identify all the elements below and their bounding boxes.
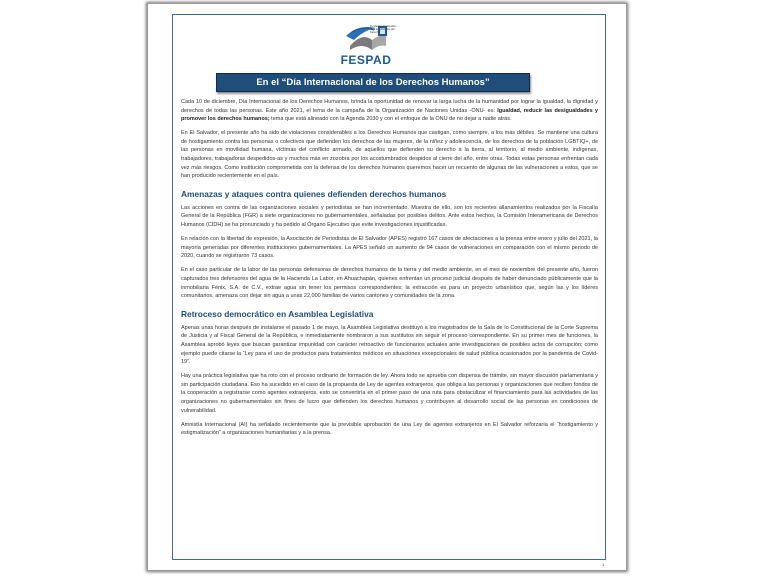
intro-text-b: tema que está alineado con la Agenda 2030 y con el enfoque de la ONU de no dejar a nadie atrás. [269, 116, 512, 123]
paragraph-amnistia: Amnistía Internacional (AI) ha señalado recientemente que la previsible aprobación de una Ley de agentes extranjeros en El Salvador reforzaría el “hostigamiento y estigmatización” a organizaciones humanitarias y a la prensa. [181, 421, 598, 437]
document-body [181, 98, 598, 443]
paragraph-acciones: Las acciones en contra de las organizaciones sociales y periodistas se han incrementado. Muestra de ello, son los recientes allanamientos realizados por la Fiscalía General de la República (FGR) a siete organizaciones no gubernamentales, señaladas por posibles delitos. Ante estos hechos, la Comisión Interamericana de Derechos Humanos (CIDH) se ha pronunciado y ha pedido al Órgano Ejecutivo que evite investigaciones injustificadas. [181, 204, 598, 229]
paragraph-el-salvador: En El Salvador, el presente año ha sido de violaciones considerables a los Derechos Humanos que castigan, como siempre, a los más débiles. Se mantiene una cultura de hostigamiento contra las personas o colectivos que defienden los derechos de las mujeres, de la niñez y adolescencia, de los derechos de la población LGBTIQ+, de las personas en movilidad humana, víctimas del conflicto armado, de aquellos que defienden su derecho a la tierra, al territorio, al medio ambiente, indígenas, trabajadores, trabajadoras despedidos-as y muchos más en zozobra por los acostumbrados despidos al cierre del año, entre otras. Todas estas personas enfrentan cada vez más riesgos. Como institución comprometida con la defensa de los derechos humanos queremos hacer un recuento de algunas de las vulneraciones a estos, que se han producido recientemente en el país. [181, 130, 598, 180]
fespad-logo [330, 22, 402, 70]
paragraph-defensores-tierra: En el caso particular de la labor de las personas defensoras de derechos humanos de la tierra y del medio ambiente, en el mes de noviembre del presente año, fueron capturados tres defensores del agua de la Hacienda La Labor, en Ahuachapán, quienes enfrentan un proceso judicial después de haber denunciado públicamente que la inmobiliaria Fénix, S.A. de C.V., extrae agua sin tener los permisos correspondientes; la extracción es para un proyecto urbanístico que, según las y los líderes comunitarios, amenaza con dejar sin agua a unas 22,000 familias de varios cantones y comunidades de la zona. [181, 267, 598, 300]
section-heading-amenazas: Amenazas y ataques contra quienes defienden derechos humanos [181, 188, 447, 199]
section-heading-retroceso: Retroceso democrático en Asamblea Legislativa [181, 308, 374, 319]
page-number: 1 [602, 562, 605, 567]
paragraph-practica-legislativa: Hay una práctica legislativa que ha roto con el proceso ordinario de formación de ley. Ahora todo se aprueba con dispensa de trámite, sin mayor discusión parlamentaria y sin participación ciudadana. Eso ha sucedido en el caso de la propuesta de Ley de agentes extranjeros, que obliga a las personas y organizaciones que reciben fondos de la cooperación a registrarse como agentes extranjeros, esto se convertiría en el primer paso de una ruta para obstaculizar el financiamiento para las actividades de las organizaciones no gubernamentales sin fines de lucro que defienden los derechos humanos y contribuyen al desarrollo social de las personas en condiciones de vulnerabilidad. [181, 373, 598, 414]
intro-text-a: Cada 10 de diciembre, Día Internacional de los Derechos Humanos, brinda la oportunidad de renovar la larga lucha de la humanidad por lograr la igualdad, la dignidad y derechos de todas las personas. Este año 2021, el lema de la campaña de la Organización de Naciones Unidas -ONU- es: [181, 99, 598, 114]
logo-tagline: Fundación de Estudios para la Aplicación del Derecho [370, 25, 397, 34]
intro-bold-slogan: Igualdad, reducir las desigualdades y promover los derechos humanos; [181, 107, 598, 123]
document-page [147, 3, 627, 571]
paragraph-libertad-expresion: En relación con la libertad de expresión, la Asociación de Periodistas de El Salvador (APES) registró 167 casos de afectaciones a la prensa entre enero y julio del 2021, la mayoría generadas por diferentes instituciones gubernamentales. La APES señaló un aumento de 94 casos de vulneraciones en comparación con el mismo periodo de 2020, cuando se registraron 73 casos. [181, 236, 598, 260]
paragraph-asamblea: Apenas unas horas después de instalarse el pasado 1 de mayo, la Asamblea Legislativa destituyó a los magistrados de la Sala de lo Constitucional de la Corte Suprema de Justicia y al Fiscal General de la República, e inmediatamente nombraron a sus sustitutos sin seguir el proceso correspondiente. En su primer mes de funciones, la Asamblea aprobó leyes que buscan garantizar impunidad con carácter retroactivo de funcionarios actuales ante investigaciones de posibles actos de corrupción; como ejemplo puede citarse la “Ley para el uso de productos para tratamientos médicos en situaciones excepcionales de salud pública ocasionados por la pandemia de Covid-19”. [181, 324, 598, 366]
page-title: En el “Día Internacional de los Derechos Humanos” [216, 73, 530, 92]
logo-wordmark: FESPAD [340, 53, 392, 67]
paragraph-intro [181, 98, 598, 124]
